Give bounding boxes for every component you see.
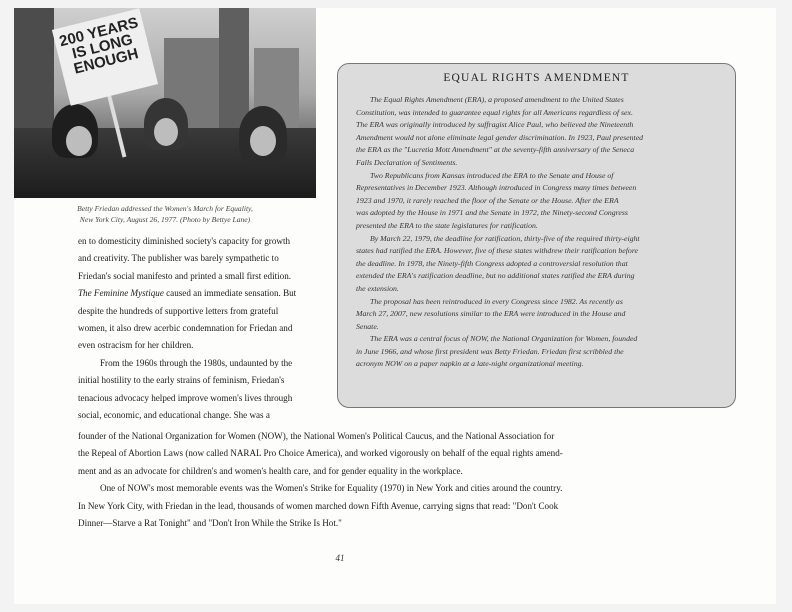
book-title: The Feminine Mystique (78, 288, 164, 299)
sidebar-paragraph: Two Republicans from Kansas introduced the ERA to the Senate and House of Representatives in December 1923. Although introduced in Congress many times between 1923 and 1970, it rarely reached the floor of the Senate or the House. After the ERA was adopted by the House in 1971 and the Senate in 1972, the Ninety-second Congress presented the ERA to the state legislatures for ratification. (356, 170, 637, 230)
paragraph-2: From the 1960s through the 1980s, undaunted by the initial hostility to the early strains of feminism, Friedan's tenacious advocacy helped improve women's lives through social, economic, and educational change. She was a (78, 357, 293, 421)
sidebar-body (356, 94, 721, 371)
protest-sign: 200 YEARS IS LONG ENOUGH (52, 8, 158, 105)
paragraph-3: One of NOW's most memorable events was the Women's Strike for Equality (1970) in New York and cities around the country. In New York City, with Friedan in the lead, thousands of women marched down Fifth Avenue, carrying signs that read: "Don't Cook Dinner—Starve a Rat Tonight" and "Don't Iron While the Strike Is Hot." (78, 483, 563, 529)
sidebar-paragraph: By March 22, 1979, the deadline for ratification, thirty-five of the required thirty-eight states had ratified the ERA. However, five of these states withdrew their ratification before the deadline. In 1978, the Ninety-fifth Congress adopted a controversial resolution that extended the ERA's ratification deadline, but no additional states ratified the ERA during the extension. (356, 233, 640, 293)
body-column-left (78, 233, 328, 424)
body-full-width (78, 428, 638, 532)
protest-photo (14, 8, 316, 198)
sidebar-paragraph: The proposal has been reintroduced in every Congress since 1982. As recently as March 27, 2007, new resolutions similar to the ERA were introduced in the House and Senate. (356, 296, 626, 331)
page-number: 41 (335, 553, 345, 563)
paragraph-1: en to domesticity diminished society's capacity for growth and creativity. The publisher was barely sympathetic to Friedan's social manifesto and printed a small first edition. The Feminine Mystique caused an immediate sensation. But despite the hundreds of supportive letters from grateful women, it also drew acerbic condemnation for Friedan and even ostracism for her children. (78, 236, 297, 351)
photo-caption: Betty Friedan addressed the Women's March for Equality, New York City, August 26, 1977. (Photo by Bettye Lane) (77, 204, 253, 224)
paragraph-2-continued: founder of the National Organization for Women (NOW), the National Women's Political Caucus, and the National Association for the Repeal of Abortion Laws (now called NARAL Pro Choice America), and worked vigorously on behalf of the equal rights amend- ment and as an advocate for children's and women's health care, and for gender equality in the workplace. (78, 431, 563, 476)
sidebar-paragraph: The ERA was a central focus of NOW, the National Organization for Women, founded in June 1966, and whose first president was Betty Friedan. Friedan first scribbled the acronym NOW on a paper napkin at a late-night organizational meeting. (356, 334, 638, 369)
era-sidebar-box (337, 63, 736, 408)
sidebar-paragraph: The Equal Rights Amendment (ERA), a proposed amendment to the United States Constitution, was intended to guarantee equal rights for all Americans regardless of sex. The ERA was originally introduced by suffragist Alice Paul, who believed the Nineteenth Amendment would not alone eliminate legal gender discrimination. In 1923, Paul presented the ERA as the "Lucretia Mott Amendment" at the seventy-fifth anniversary of the Seneca Falls Declaration of Sentiments. (356, 95, 644, 167)
sidebar-title: EQUAL RIGHTS AMENDMENT (443, 72, 630, 84)
